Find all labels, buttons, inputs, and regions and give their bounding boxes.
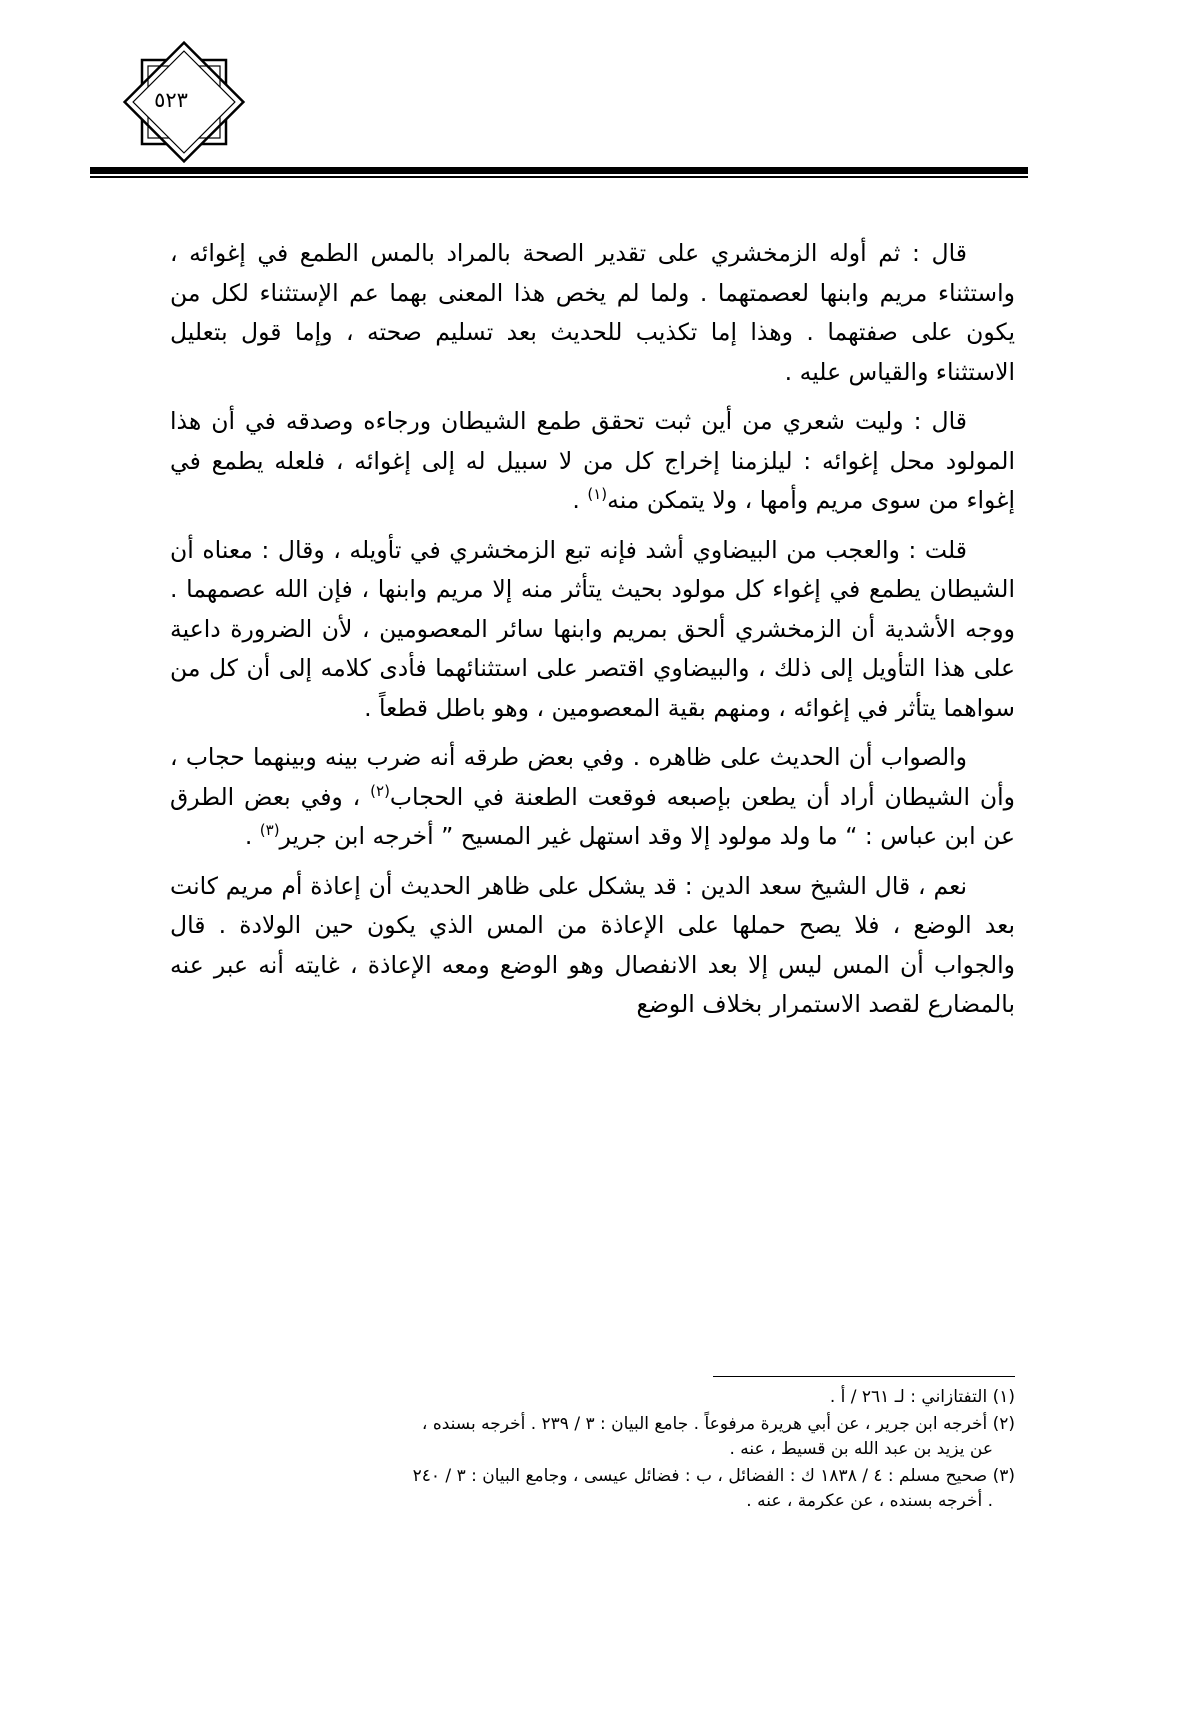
main-text — [170, 234, 1015, 1035]
footnote-continuation: . أخرجه بسنده ، عن عكرمة ، عنه . — [746, 1491, 993, 1511]
paragraph-5: نعم ، قال الشيخ سعد الدين : قد يشكل على ظاهر الحديث أن إعاذة أم مريم كانت بعد الوضع ، فلا يصح حملها على الإعاذة من المس الذي يكون حين الولادة . قال والجواب أن المس ليس إلا بعد الانفصال وهو الوضع ومعه الإعاذة ، غايته أنه عبر عنه بالمضارع لقصد الاستمرار بخلاف الوضع — [170, 871, 1015, 1018]
footnote-ref-2[interactable]: (٢) — [370, 781, 390, 800]
footnote-3 — [170, 1464, 1015, 1514]
paragraph-text: ، وفي بعض الطرق عن ابن عباس : “ ما ولد مولود إلا وقد استهل غير المسيح ” أخرجه ابن جرير — [170, 782, 1015, 850]
paragraph-1: قال : ثم أوله الزمخشري على تقدير الصحة بالمراد بالمس الطمع في إغوائه ، واستثناء مريم وابنها لعصمتهما . ولما لم يخص هذا المعنى بهما عم الإستثناء لكل من يكون على صفتهما . وهذا إما تكذيب للحديث بعد تسليم صحته ، وإما قول بتعليل الاستثناء والقياس عليه . — [170, 239, 1015, 386]
footnote-1 — [170, 1385, 1015, 1410]
footnote-text: (٢) أخرجه ابن جرير ، عن أبي هريرة مرفوعاً . جامع البيان : ٣ / ٢٣٩ . أخرجه بسنده ، — [421, 1414, 1015, 1434]
page-number-badge — [100, 30, 250, 170]
footnote-continuation: عن يزيد بن عبد الله بن قسيط ، عنه . — [729, 1439, 993, 1459]
page-number: ٥٢٣ — [154, 88, 188, 112]
header-rule — [90, 167, 1028, 174]
footnote-text: (٣) صحيح مسلم : ٤ / ١٨٣٨ ك : الفضائل ، ب : فضائل عيسى ، وجامع البيان : ٣ / ٢٤٠ — [412, 1466, 1015, 1486]
paragraph-text: والصواب أن الحديث على ظاهره . وفي بعض طرقه أنه ضرب بينه وبينهما حجاب ، وأن الشيطان أراد أن يطعن بإصبعه فوقعت الطعنة في الحجاب — [170, 743, 1015, 811]
paragraph-text: . — [572, 486, 588, 514]
header-rule-thin — [90, 176, 1028, 178]
paragraph-3: قلت : والعجب من البيضاوي أشد فإنه تبع الزمخشري في تأويله ، وقال : معناه أن الشيطان يطمع في إغواء كل مولود بحيث يتأثر منه إلا مريم وابنها ، فإن الله عصمهما . ووجه الأشدية أن الزمخشري ألحق بمريم وابنها سائر المعصومين ، لأن الضرورة داعية على هذا التأويل إلى ذلك ، والبيضاوي اقتصر على استثنائهما فأدى كلامه إلى أن كل من سواهما يتأثر في إغوائه ، ومنهم بقية المعصومين ، وهو باطل قطعاً . — [170, 535, 1015, 722]
footnote-text: (١) التفتازاني : لـ ٢٦١ / أ . — [829, 1387, 1015, 1407]
footnote-separator — [713, 1376, 1015, 1377]
footnote-ref-1[interactable]: (١) — [587, 485, 608, 504]
paragraph-2 — [170, 402, 1015, 521]
footnote-ref-3[interactable]: (٣) — [259, 821, 280, 840]
paragraph-text: قال : وليت شعري من أين ثبت تحقق طمع الشيطان ورجاءه وصدقه في أن هذا المولود محل إغوائه : ليلزمنا إخراج كل من لا سبيل له إلى إغوائه ، فلعله يطمع في إغواء من سوى مريم وأمها ، ولا يتمكن منه — [170, 407, 1015, 514]
footnotes — [170, 1385, 1015, 1516]
paragraph-4 — [170, 738, 1015, 857]
footnote-2 — [170, 1412, 1015, 1462]
paragraph-text: . — [244, 822, 260, 850]
